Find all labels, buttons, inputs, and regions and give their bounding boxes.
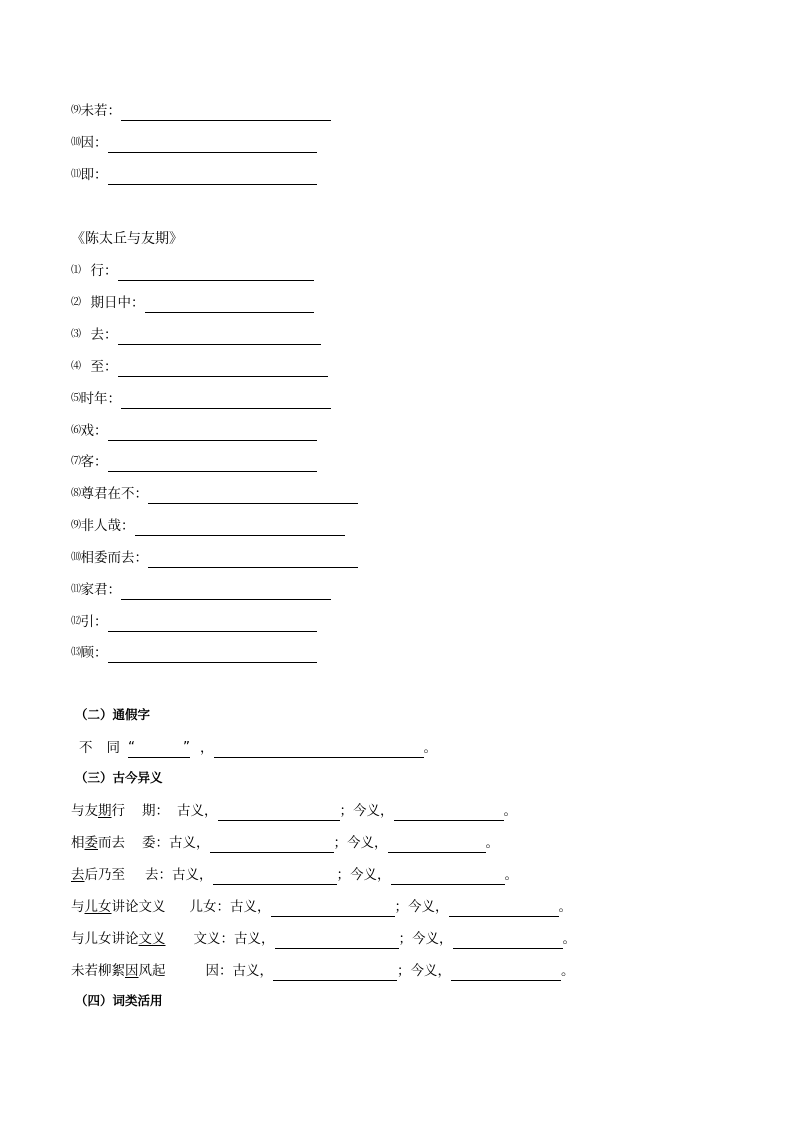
open-quote: “: [128, 739, 135, 755]
heading-gujinyiyi: （三）古今异义: [75, 770, 163, 785]
gujin-row: [71, 961, 575, 981]
period: 。: [503, 803, 517, 819]
item-number: ⑶: [71, 329, 81, 340]
item-label: 戏：: [80, 423, 108, 439]
item-number: ⑼: [71, 105, 81, 116]
item-qu: [71, 325, 321, 345]
jin-blank[interactable]: [391, 870, 505, 885]
jin-blank[interactable]: [453, 934, 563, 949]
item-qirizhong: [71, 293, 314, 313]
item-number: ⑷: [71, 361, 81, 372]
answer-blank[interactable]: [121, 106, 331, 121]
phrase-key: 委: [84, 835, 98, 851]
phrase-key: 儿女: [84, 899, 112, 915]
period: 。: [558, 899, 572, 915]
period: 。: [562, 931, 576, 947]
phrase-post: 后乃至: [84, 867, 125, 883]
phrase-post: 风起: [138, 963, 166, 979]
jin-label: ；今义，: [397, 963, 451, 979]
gujin-row: [71, 801, 517, 821]
gu-blank[interactable]: [210, 838, 334, 853]
item-yin2: [71, 612, 317, 632]
item-label: 去：: [90, 327, 118, 343]
jin-label: ；今义，: [394, 899, 449, 915]
answer-blank[interactable]: [118, 266, 314, 281]
item-gu: [71, 643, 317, 663]
item-number: ⑵: [71, 297, 81, 308]
item-number: ⑻: [71, 488, 81, 499]
term-label: 文义：: [193, 931, 234, 947]
gu-label: 古义，: [234, 931, 275, 947]
phrase-pre: 与: [71, 899, 85, 915]
answer-blank[interactable]: [148, 553, 358, 568]
answer-blank[interactable]: [135, 521, 345, 536]
item-label: 至：: [90, 359, 118, 375]
answer-blank[interactable]: [121, 394, 331, 409]
period: 。: [561, 963, 575, 979]
phrase-post: 而去: [98, 835, 125, 851]
item-feirenzai: [71, 516, 345, 536]
phrase-key: 去: [71, 867, 85, 883]
item-yin: [71, 133, 317, 153]
jin-label: ；今义，: [339, 803, 394, 819]
item-label: 因：: [80, 135, 108, 151]
gu-label: 古义，: [172, 867, 213, 883]
answer-blank[interactable]: [108, 617, 317, 632]
jin-blank[interactable]: [451, 966, 561, 981]
gu-label: 古义，: [232, 963, 273, 979]
item-xiangwei: [71, 548, 358, 568]
item-number: ⑸: [71, 393, 81, 404]
item-number: ⑹: [71, 425, 81, 436]
jin-label: ；今义，: [336, 867, 391, 883]
item-number: ⒀: [71, 647, 81, 658]
jin-blank[interactable]: [388, 838, 486, 853]
gu-blank[interactable]: [275, 934, 399, 949]
item-label: 尊君在不：: [80, 486, 148, 502]
phrase-pre: 与友: [71, 803, 98, 819]
phrase-pre: 与儿女讲论: [71, 931, 139, 947]
item-ji: [71, 165, 317, 185]
phrase-pre: 未若柳絮: [71, 963, 125, 979]
phrase-post: 行: [111, 803, 125, 819]
answer-blank[interactable]: [145, 298, 314, 313]
item-ke: [71, 452, 317, 472]
item-label: 引：: [80, 614, 108, 630]
item-number: ⑽: [71, 552, 81, 563]
term-label: 委：: [142, 835, 169, 851]
term-label: 去：: [145, 867, 172, 883]
item-number: ⑼: [71, 520, 81, 531]
gu-label: 古义，: [177, 803, 218, 819]
gujin-row: [71, 833, 499, 853]
tongjia-char-1: 不: [79, 740, 93, 756]
item-number: ⑾: [71, 584, 81, 595]
gujin-row: [71, 897, 572, 917]
answer-blank[interactable]: [214, 743, 424, 758]
answer-blank[interactable]: [118, 330, 321, 345]
comma: ，: [200, 740, 214, 756]
answer-blank[interactable]: [108, 648, 317, 663]
phrase-key: 因: [125, 963, 139, 979]
answer-blank[interactable]: [108, 457, 317, 472]
heading-tongjiazi: （二）通假字: [75, 707, 151, 722]
item-label: 期日中：: [90, 295, 145, 311]
item-jiajun: [71, 580, 331, 600]
term-label: 儿女：: [189, 899, 230, 915]
item-number: ⑴: [71, 265, 81, 276]
item-zunjun: [71, 484, 358, 504]
item-label: 未若：: [80, 103, 121, 119]
gujin-row: [71, 865, 518, 885]
item-shinian: [71, 389, 331, 409]
item-label: 家君：: [80, 582, 121, 598]
gu-blank[interactable]: [213, 870, 337, 885]
item-zhi: [71, 357, 328, 377]
phrase-key: 文义: [138, 931, 166, 947]
answer-blank[interactable]: [108, 426, 317, 441]
item-number: ⑺: [71, 456, 81, 467]
item-number: ⑿: [71, 616, 81, 627]
item-number: ⑽: [71, 137, 81, 148]
tongjia-char-2: 同: [106, 740, 120, 756]
heading-cileihuoyong: （四）词类活用: [75, 993, 163, 1008]
gu-blank[interactable]: [218, 806, 340, 821]
term-label: 期：: [142, 803, 169, 819]
answer-blank[interactable]: [121, 585, 331, 600]
close-quote: ”: [183, 739, 190, 755]
answer-blank[interactable]: [148, 489, 358, 504]
item-label: 时年：: [80, 391, 121, 407]
period: 。: [423, 740, 437, 756]
item-label: 行：: [90, 263, 118, 279]
jin-label: ；今义，: [333, 835, 388, 851]
item-weiruo: [71, 101, 331, 121]
jin-label: ；今义，: [398, 931, 453, 947]
gu-label: 古义，: [169, 835, 210, 851]
item-label: 非人哉：: [80, 518, 135, 534]
phrase-key: 期: [98, 803, 112, 819]
item-label: 相委而去：: [80, 550, 148, 566]
jin-blank[interactable]: [394, 806, 504, 821]
item-xing: [71, 261, 314, 281]
tongjia-row: [79, 738, 437, 758]
gu-blank[interactable]: [273, 966, 397, 981]
period: 。: [485, 835, 499, 851]
period: 。: [504, 867, 518, 883]
gu-blank[interactable]: [271, 902, 395, 917]
tongjia-quote-blank[interactable]: [128, 739, 190, 758]
answer-blank[interactable]: [108, 138, 317, 153]
answer-blank[interactable]: [118, 362, 328, 377]
gu-label: 古义，: [230, 899, 271, 915]
section-title: 《陈太丘与友期》: [71, 231, 183, 247]
gujin-row: [71, 929, 576, 949]
phrase-post: 讲论文义: [111, 899, 166, 915]
phrase-pre: 相: [71, 835, 85, 851]
item-xi: [71, 421, 317, 441]
item-number: ⑾: [71, 169, 81, 180]
term-label: 因：: [205, 963, 233, 979]
answer-blank[interactable]: [108, 170, 317, 185]
jin-blank[interactable]: [449, 902, 559, 917]
item-label: 顾：: [80, 645, 108, 661]
item-label: 即：: [80, 167, 108, 183]
item-label: 客：: [80, 454, 108, 470]
